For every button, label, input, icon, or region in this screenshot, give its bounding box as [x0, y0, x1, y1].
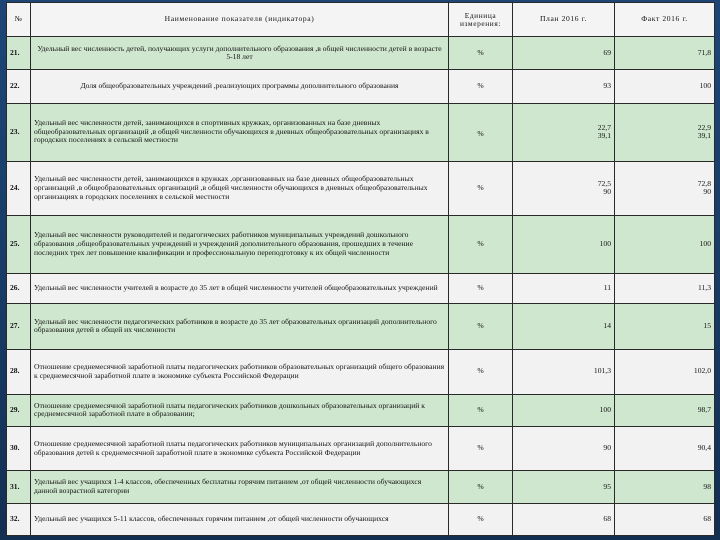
fact-value: 90,4 [615, 426, 715, 471]
unit-cell: % [449, 37, 513, 70]
fact-value: 98,7 [615, 394, 715, 426]
table-row [7, 503, 715, 535]
row-number: 27. [7, 304, 31, 350]
table-row [7, 70, 715, 103]
header-name: Наименование показателя (индикатора) [31, 3, 449, 37]
unit-cell: % [449, 103, 513, 161]
plan-value: 90 [513, 426, 615, 471]
row-number: 30. [7, 426, 31, 471]
table-row [7, 349, 715, 394]
fact-value-rural: 39,1 [697, 131, 711, 141]
plan-value: 11 [513, 273, 615, 303]
indicators-table [6, 2, 715, 536]
plan-value-rural: 39,1 [597, 131, 611, 141]
row-number: 24. [7, 161, 31, 215]
indicator-name: Удельный вес учащихся 5-11 классов, обеспеченных горячим питанием ,от общей численности обучающихся [31, 503, 449, 535]
header-unit: Единица измерения: [449, 3, 513, 37]
indicator-name: Удельный вес численность детей, получающих услуги дополнительного образования ,в общей численности детей в возрасте 5-18 лет [31, 37, 449, 70]
plan-value: 93 [513, 70, 615, 103]
header-fact: Факт 2016 г. [615, 3, 715, 37]
row-number: 29. [7, 394, 31, 426]
plan-value: 69 [513, 37, 615, 70]
fact-value: 102,0 [615, 349, 715, 394]
table-row [7, 161, 715, 215]
header-plan: План 2016 г. [513, 3, 615, 37]
fact-value-rural: 90 [703, 187, 711, 197]
plan-value [513, 103, 615, 161]
plan-value: 100 [513, 394, 615, 426]
unit-cell: % [449, 215, 513, 273]
unit-cell: % [449, 273, 513, 303]
fact-value: 100 [615, 215, 715, 273]
header-row [7, 3, 715, 37]
fact-value-urban: 22,9 [697, 122, 711, 132]
indicator-name: Удельный вес численности педагогических работников в возрасте до 35 лет образовательных организаций дополнительного образования детей в общей их численности [31, 304, 449, 350]
row-number: 23. [7, 103, 31, 161]
indicator-name: Удельный вес численности учителей в возрасте до 35 лет в общей численности учителей общеобразовательных учреждений [31, 273, 449, 303]
plan-value: 101,3 [513, 349, 615, 394]
plan-value-urban: 22,7 [597, 122, 611, 132]
fact-value: 98 [615, 471, 715, 503]
unit-cell: % [449, 426, 513, 471]
row-number: 25. [7, 215, 31, 273]
unit-cell: % [449, 394, 513, 426]
fact-value: 71,8 [615, 37, 715, 70]
plan-value-urban: 72,5 [597, 178, 611, 188]
row-number: 32. [7, 503, 31, 535]
plan-value [513, 161, 615, 215]
table-row [7, 103, 715, 161]
fact-value: 100 [615, 70, 715, 103]
table-row [7, 394, 715, 426]
indicator-name: Удельный вес численности детей, занимающихся в кружках ,организованных на базе дневных общеобразовательных организаций ,в общеобразовательных организаций ,в общей численности обучающихся в дневных общеобразовательных организациях в городских поселениях в сельской местности [31, 161, 449, 215]
row-number: 21. [7, 37, 31, 70]
indicator-name: Удельный вес численности детей, занимающихся в спортивных кружках, организованных на базе дневных общеобразовательных организаций ,в общей численности обучающихся в дневных общеобразовательных организациях в городских поселениях в сельской местности [31, 103, 449, 161]
fact-value: 11,3 [615, 273, 715, 303]
table-row [7, 37, 715, 70]
indicator-name: Отношение среднемесячной заработной платы педагогических работников образовательных организаций общего образования к среднемесячной заработной плате в экономике субъекта Российской Федерации [31, 349, 449, 394]
plan-value: 68 [513, 503, 615, 535]
table-row [7, 215, 715, 273]
fact-value-urban: 72,8 [697, 178, 711, 188]
plan-value-rural: 90 [603, 187, 611, 197]
fact-value: 68 [615, 503, 715, 535]
row-number: 28. [7, 349, 31, 394]
unit-cell: % [449, 471, 513, 503]
table-row [7, 471, 715, 503]
unit-cell: % [449, 161, 513, 215]
indicator-name: Доля общеобразовательных учреждений ,реализующих программы дополнительного образования [31, 70, 449, 103]
row-number: 31. [7, 471, 31, 503]
fact-value [615, 103, 715, 161]
plan-value: 95 [513, 471, 615, 503]
fact-value [615, 161, 715, 215]
fact-value: 15 [615, 304, 715, 350]
plan-value: 100 [513, 215, 615, 273]
row-number: 22. [7, 70, 31, 103]
indicator-name: Удельный вес численности руководителей и педагогических работников муниципальных учреждений дошкольного образования ,общеобразовательных учреждений и учреждений дополнительного образования, прошедших в течение последних трех лет повышение квалификации и профессиональную переподготовку к их общей численности [31, 215, 449, 273]
header-num: № [7, 3, 31, 37]
table-row [7, 273, 715, 303]
unit-cell: % [449, 503, 513, 535]
plan-value: 14 [513, 304, 615, 350]
unit-cell: % [449, 349, 513, 394]
unit-cell: % [449, 70, 513, 103]
row-number: 26. [7, 273, 31, 303]
unit-cell: % [449, 304, 513, 350]
indicator-name: Отношение среднемесячной заработной платы педагогических работников муниципальных организаций дополнительного образования детей к среднемесячной заработной плате в экономике субъекта Российской Федерации [31, 426, 449, 471]
table-row [7, 304, 715, 350]
table-row [7, 426, 715, 471]
indicator-name: Удельный вес учащихся 1-4 классов, обеспеченных бесплатны горячим питанием ,от общей численности обучающихся данной возрастной категории [31, 471, 449, 503]
indicator-name: Отношение среднемесячной заработной платы педагогических работников дошкольных образовательных организаций к среднемесячной заработной плате в образовании; [31, 394, 449, 426]
